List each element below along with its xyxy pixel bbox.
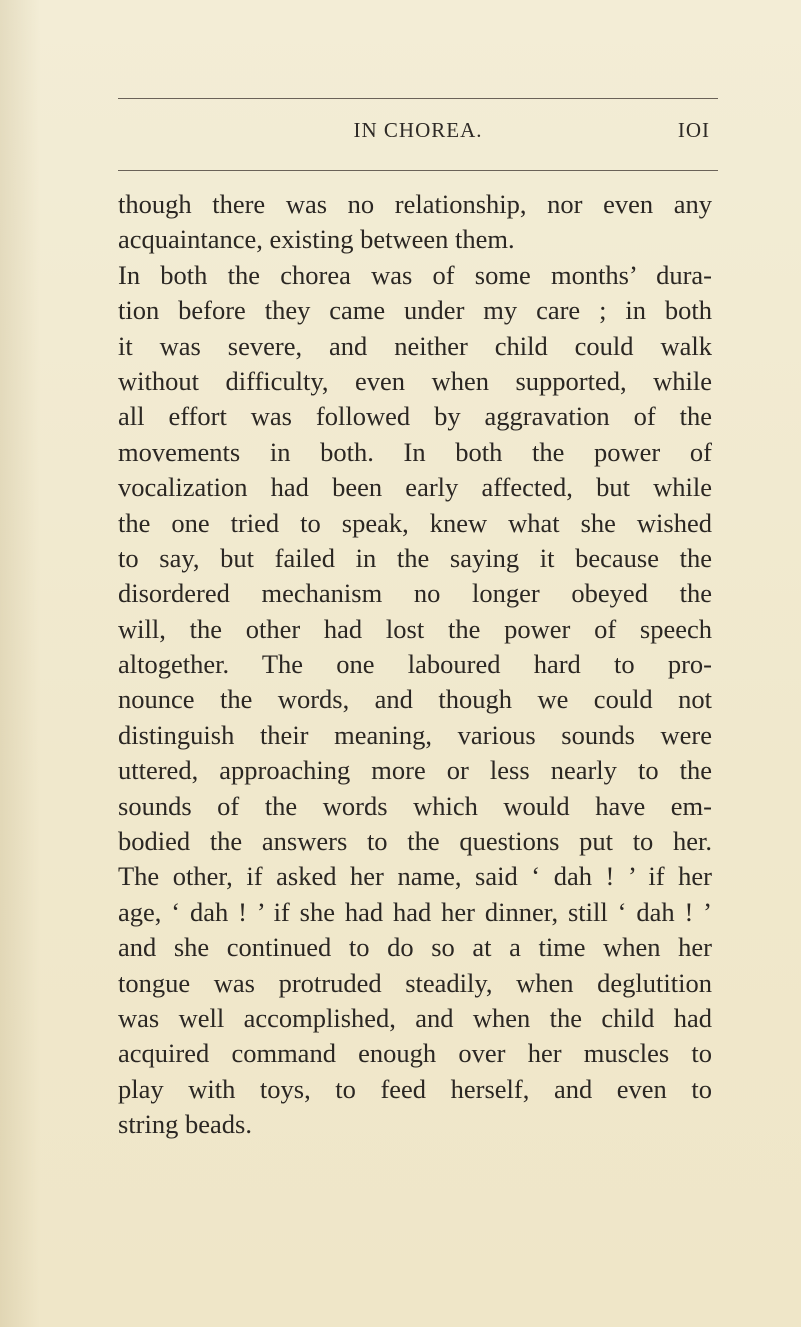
text-line: uttered, approaching more or less nearly to the (118, 755, 712, 786)
text-line: though there was no relationship, nor even any (118, 189, 712, 219)
text-line: to say, but failed in the saying it because the (118, 542, 712, 573)
text-line: vocalization had been early affected, but while (118, 472, 712, 503)
text-line: tion before they came under my care ; in both (118, 295, 712, 326)
header-rule-bottom (118, 170, 718, 171)
text-line: all effort was followed by aggravation of the (118, 401, 712, 432)
text-line: movements in both. In both the power of (118, 436, 712, 467)
text-line: altogether. The one laboured hard to pro- (118, 649, 712, 680)
text-line: was well accomplished, and when the child had (118, 1002, 712, 1033)
text-line: In both the chorea was of some months’ dura- (118, 259, 712, 290)
text-line: and she continued to do so at a time when her (118, 932, 712, 963)
text-line: acquired command enough over her muscles to (118, 1038, 712, 1069)
text-line: tongue was protruded steadily, when deglutition (118, 967, 712, 998)
running-head-title: IN CHOREA. (353, 118, 483, 142)
running-head (118, 118, 718, 148)
text-line: nounce the words, and though we could not (118, 684, 712, 715)
text-line: distinguish their meaning, various sounds were (118, 719, 712, 750)
text-line: string beads. (118, 1109, 252, 1140)
text-line: bodied the answers to the questions put to her. (118, 826, 712, 857)
text-line: age, ‘ dah ! ’ if she had had her dinner, still ‘ dah ! ’ (118, 896, 712, 927)
text-line: play with toys, to feed herself, and even to (118, 1073, 712, 1104)
text-line: the one tried to speak, knew what she wished (118, 507, 712, 538)
text-line: it was severe, and neither child could walk (118, 330, 712, 361)
page-number: IOI (677, 118, 710, 142)
text-line: without difficulty, even when supported, while (118, 365, 712, 396)
text-line: sounds of the words which would have em- (118, 790, 712, 821)
body-text (118, 187, 712, 1143)
text-line: acquaintance, existing between them. (118, 224, 515, 255)
text-line: disordered mechanism no longer obeyed the (118, 578, 712, 609)
text-line: The other, if asked her name, said ‘ dah ! ’ if her (118, 861, 712, 892)
header-rule-top (118, 98, 718, 99)
text-line: will, the other had lost the power of speech (118, 613, 712, 644)
